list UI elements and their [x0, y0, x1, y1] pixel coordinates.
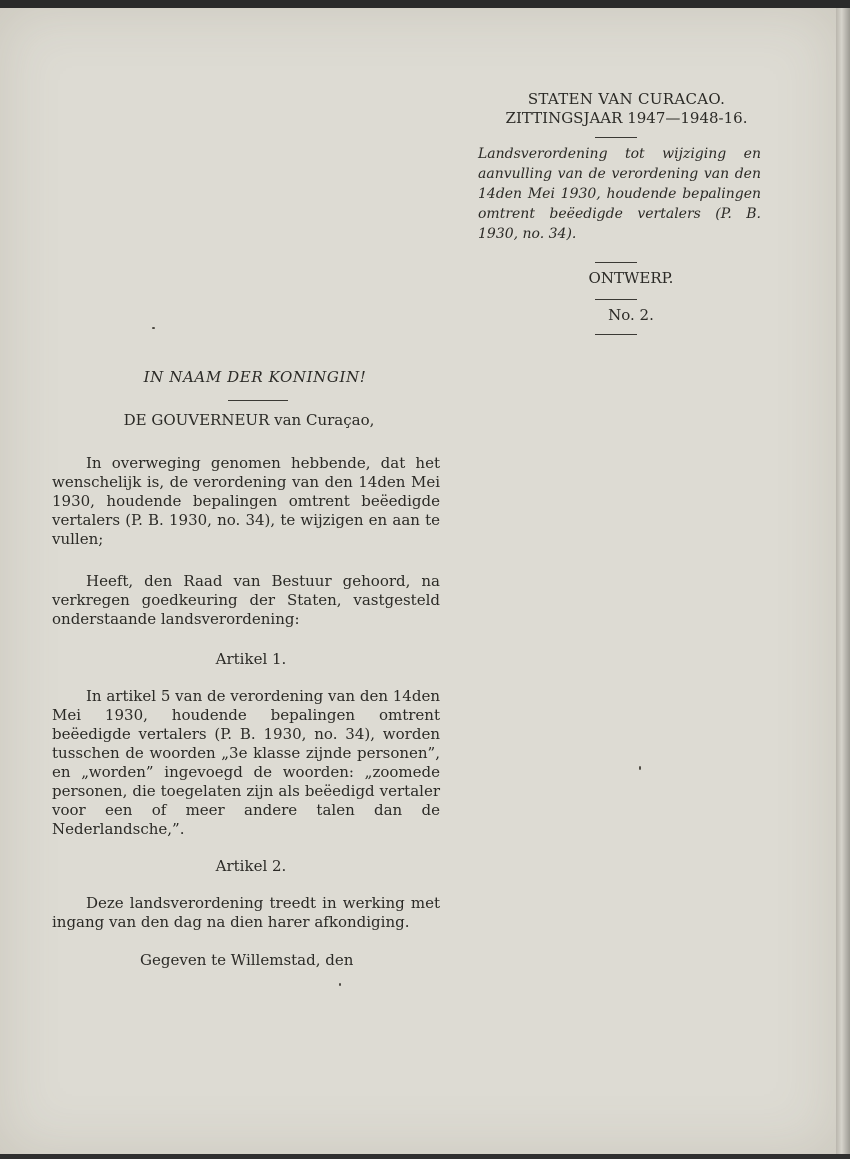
scan-top-border — [0, 0, 850, 8]
enacting-paragraph: Heeft, den Raad van Bestuur gehoord, na verkregen goedkeuring der Staten, vastgesteld onderstaande landsverordening: — [52, 572, 440, 628]
divider — [595, 137, 637, 138]
considering-paragraph: In overweging genomen hebbende, dat het wenschelijk is, de verordening van den 14den Mei 1930, houdende bepalingen omtrent beëedigde vertalers (P. B. 1930, no. 34), te wijzigen en aan te vullen; — [52, 454, 440, 548]
document-header — [478, 90, 763, 335]
draft-number: No. 2. — [608, 306, 654, 324]
given-at-line: Gegeven te Willemstad, den — [140, 951, 354, 969]
paper-speck — [339, 983, 341, 986]
divider — [228, 400, 288, 401]
divider — [595, 262, 637, 263]
paper-speck — [639, 766, 641, 770]
article-2-title: Artikel 2. — [215, 857, 287, 875]
governor-line: DE GOUVERNEUR van Curaçao, — [123, 411, 375, 429]
draft-label: ONTWERP. — [588, 269, 674, 287]
page-edge — [836, 8, 850, 1154]
article-1-text: In artikel 5 van de verordening van den 14den Mei 1930, houdende bepalingen omtrent beëedigde vertalers (P. B. 1930, no. 34), worden tusschen de woorden „3e klasse zijnde personen”, en „worden” ingevoegd de woorden: „zoomede personen, die toegelaten zijn als beëedigd vertaler voor een of meer andere talen dan de Nederlandsche,”. — [52, 687, 440, 838]
document-body — [52, 368, 440, 969]
ordinance-subject: Landsverordening tot wijziging en aanvulling van de verordening van den 14den Mei 1930, houdende bepalingen omtrent beëedigde vertalers (P. B. 1930, no. 34). — [478, 146, 761, 242]
divider — [595, 334, 637, 335]
article-1-title: Artikel 1. — [215, 650, 287, 668]
invocation: IN NAAM DER KONINGIN! — [143, 368, 367, 386]
session-year: ZITTINGSJAAR 1947—1948-16. — [505, 109, 748, 127]
issuing-body: STATEN VAN CURACAO. — [527, 90, 726, 108]
paper-speck — [152, 327, 155, 329]
divider — [595, 299, 637, 300]
article-2-text: Deze landsverordening treedt in werking met ingang van den dag na dien harer afkondiging. — [52, 894, 440, 931]
